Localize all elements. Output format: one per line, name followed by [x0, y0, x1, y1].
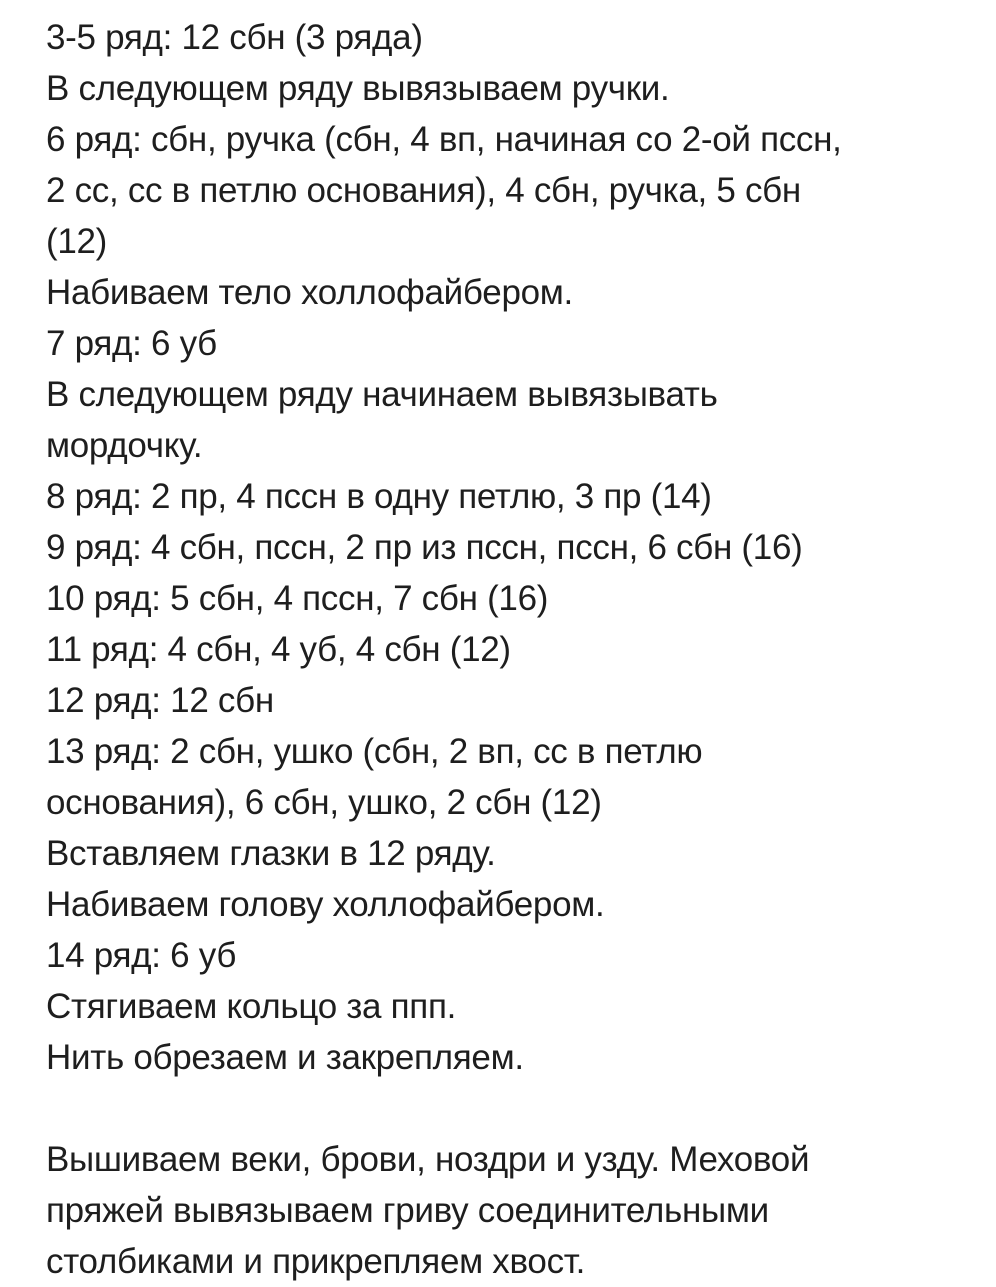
text-line: В следующем ряду вывязываем ручки.: [46, 69, 670, 108]
text-line: 9 ряд: 4 сбн, пссн, 2 пр из пссн, пссн, 6 сбн (16): [46, 528, 803, 567]
final-text-line: Вышиваем веки, брови, ноздри и узду. Меховой: [46, 1140, 810, 1179]
text-line: 7 ряд: 6 уб: [46, 324, 217, 363]
text-line: Нить обрезаем и закрепляем.: [46, 1038, 524, 1077]
text-line: основания), 6 сбн, ушко, 2 сбн (12): [46, 783, 602, 822]
text-line: Набиваем голову холлофайбером.: [46, 885, 605, 924]
paragraph-gap: [46, 1083, 956, 1134]
text-line: 2 сс, сс в петлю основания), 4 сбн, ручка, 5 сбн: [46, 171, 801, 210]
text-line: В следующем ряду начинаем вывязывать: [46, 375, 718, 414]
final-text-line: столбиками и прикрепляем хвост.: [46, 1242, 586, 1281]
text-line: Стягиваем кольцо за ппп.: [46, 987, 457, 1026]
pattern-text: [46, 12, 956, 1287]
text-line: 14 ряд: 6 уб: [46, 936, 237, 975]
final-text-line: пряжей вывязываем гриву соединительными: [46, 1191, 769, 1230]
text-line: Набиваем тело холлофайбером.: [46, 273, 573, 312]
text-line: 6 ряд: сбн, ручка (сбн, 4 вп, начиная со 2-ой пссн,: [46, 120, 842, 159]
text-line: 3-5 ряд: 12 сбн (3 ряда): [46, 18, 423, 57]
text-line: 8 ряд: 2 пр, 4 пссн в одну петлю, 3 пр (14): [46, 477, 712, 516]
text-line: (12): [46, 222, 108, 261]
text-line: 10 ряд: 5 сбн, 4 пссн, 7 сбн (16): [46, 579, 549, 618]
text-line: 11 ряд: 4 сбн, 4 уб, 4 сбн (12): [46, 630, 511, 669]
text-line: мордочку.: [46, 426, 203, 465]
text-line: 13 ряд: 2 сбн, ушко (сбн, 2 вп, сс в петлю: [46, 732, 703, 771]
text-line: 12 ряд: 12 сбн: [46, 681, 274, 720]
text-line: Вставляем глазки в 12 ряду.: [46, 834, 496, 873]
